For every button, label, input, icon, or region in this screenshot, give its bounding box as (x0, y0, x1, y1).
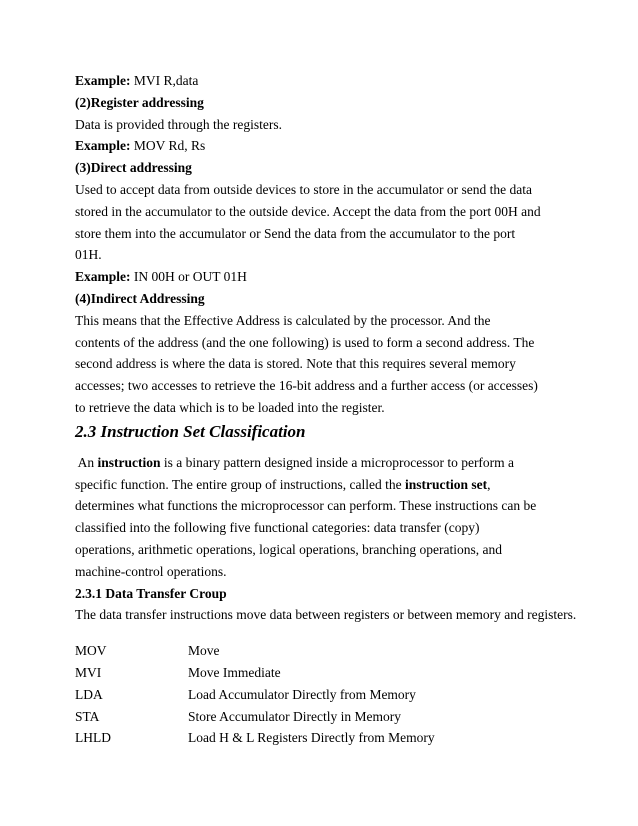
direct-paragraph-line: Used to accept data from outside devices to store in the accumulator or send the data (75, 181, 532, 197)
direct-paragraph-line: 01H. (75, 247, 102, 263)
direct-paragraph-line: stored in the accumulator to the outside device. Accept the data from the port 00H and (75, 203, 541, 219)
instruction-row (75, 640, 435, 662)
indirect-paragraph-line: to retrieve the data which is to be loaded into the register. (75, 399, 385, 415)
example-text: IN 00H or OUT 01H (130, 269, 247, 285)
example-text: MVI R,data (130, 73, 199, 88)
instruction-row (75, 684, 435, 706)
instruction-set-term: instruction set (405, 476, 488, 492)
section-paragraph-line (75, 452, 555, 474)
instruction-meaning: Load H & L Registers Directly from Memory (188, 730, 435, 746)
example-label: Example: (75, 269, 131, 285)
para-text: is a binary pattern designed inside a microprocessor to perform a (160, 454, 515, 470)
para-text: , (487, 476, 491, 492)
instruction-mnemonic: MOV (75, 643, 107, 659)
instruction-meaning: Store Accumulator Directly in Memory (188, 708, 401, 724)
instruction-table-body (75, 640, 435, 749)
section-heading: 2.3 Instruction Set Classification (75, 421, 306, 441)
section-paragraph-line: operations, arithmetic operations, logical operations, branching operations, and (75, 541, 502, 557)
para-text: specific function. The entire group of instructions, called the (75, 476, 406, 492)
register-addressing-desc: Data is provided through the registers. (75, 116, 282, 132)
spacer (75, 626, 555, 640)
instruction-mnemonic: LDA (75, 686, 103, 702)
document-page (75, 70, 577, 749)
example-label: Example: (75, 73, 131, 88)
indirect-paragraph-line: second address is where the data is stored. Note that this requires several memory (75, 356, 516, 372)
direct-addressing-heading: (3)Direct addressing (75, 160, 192, 176)
instruction-meaning: Move Immediate (188, 664, 281, 680)
example-immediate (75, 70, 555, 92)
instruction-mnemonic: MVI (75, 664, 102, 680)
register-addressing-heading: (2)Register addressing (75, 94, 204, 110)
instruction-meaning: Load Accumulator Directly from Memory (188, 686, 416, 702)
indirect-paragraph-line: accesses; two accesses to retrieve the 16-bit address and a further access (or accesses) (75, 378, 538, 394)
example-register (75, 135, 555, 157)
instruction-row (75, 662, 435, 684)
instruction-mnemonic: STA (75, 708, 100, 724)
section-paragraph-line: machine-control operations. (75, 563, 227, 579)
instruction-term: instruction (97, 454, 161, 470)
direct-paragraph-line: store them into the accumulator or Send the data from the accumulator to the port (75, 225, 516, 241)
instruction-table (75, 640, 435, 749)
subsection-desc: The data transfer instructions move data between registers or between memory and registers. (75, 607, 577, 623)
example-text: MOV Rd, Rs (130, 138, 206, 154)
instruction-meaning: Move (188, 643, 220, 659)
indirect-paragraph-line: contents of the address (and the one following) is used to form a second address. The (75, 334, 535, 350)
example-direct (75, 266, 555, 288)
para-text: An (75, 454, 98, 470)
indirect-addressing-heading: (4)Indirect Addressing (75, 290, 205, 306)
section-paragraph-line (75, 474, 555, 496)
instruction-mnemonic: LHLD (75, 730, 111, 746)
subsection-heading: 2.3.1 Data Transfer Croup (75, 585, 227, 601)
section-paragraph-line: classified into the following five functional categories: data transfer (copy) (75, 520, 480, 536)
section-paragraph-line: determines what functions the microprocessor can perform. These instructions can be (75, 498, 537, 514)
indirect-paragraph-line: This means that the Effective Address is calculated by the processor. And the (75, 312, 491, 328)
instruction-row (75, 706, 435, 728)
instruction-row (75, 727, 435, 749)
example-label: Example: (75, 138, 131, 154)
